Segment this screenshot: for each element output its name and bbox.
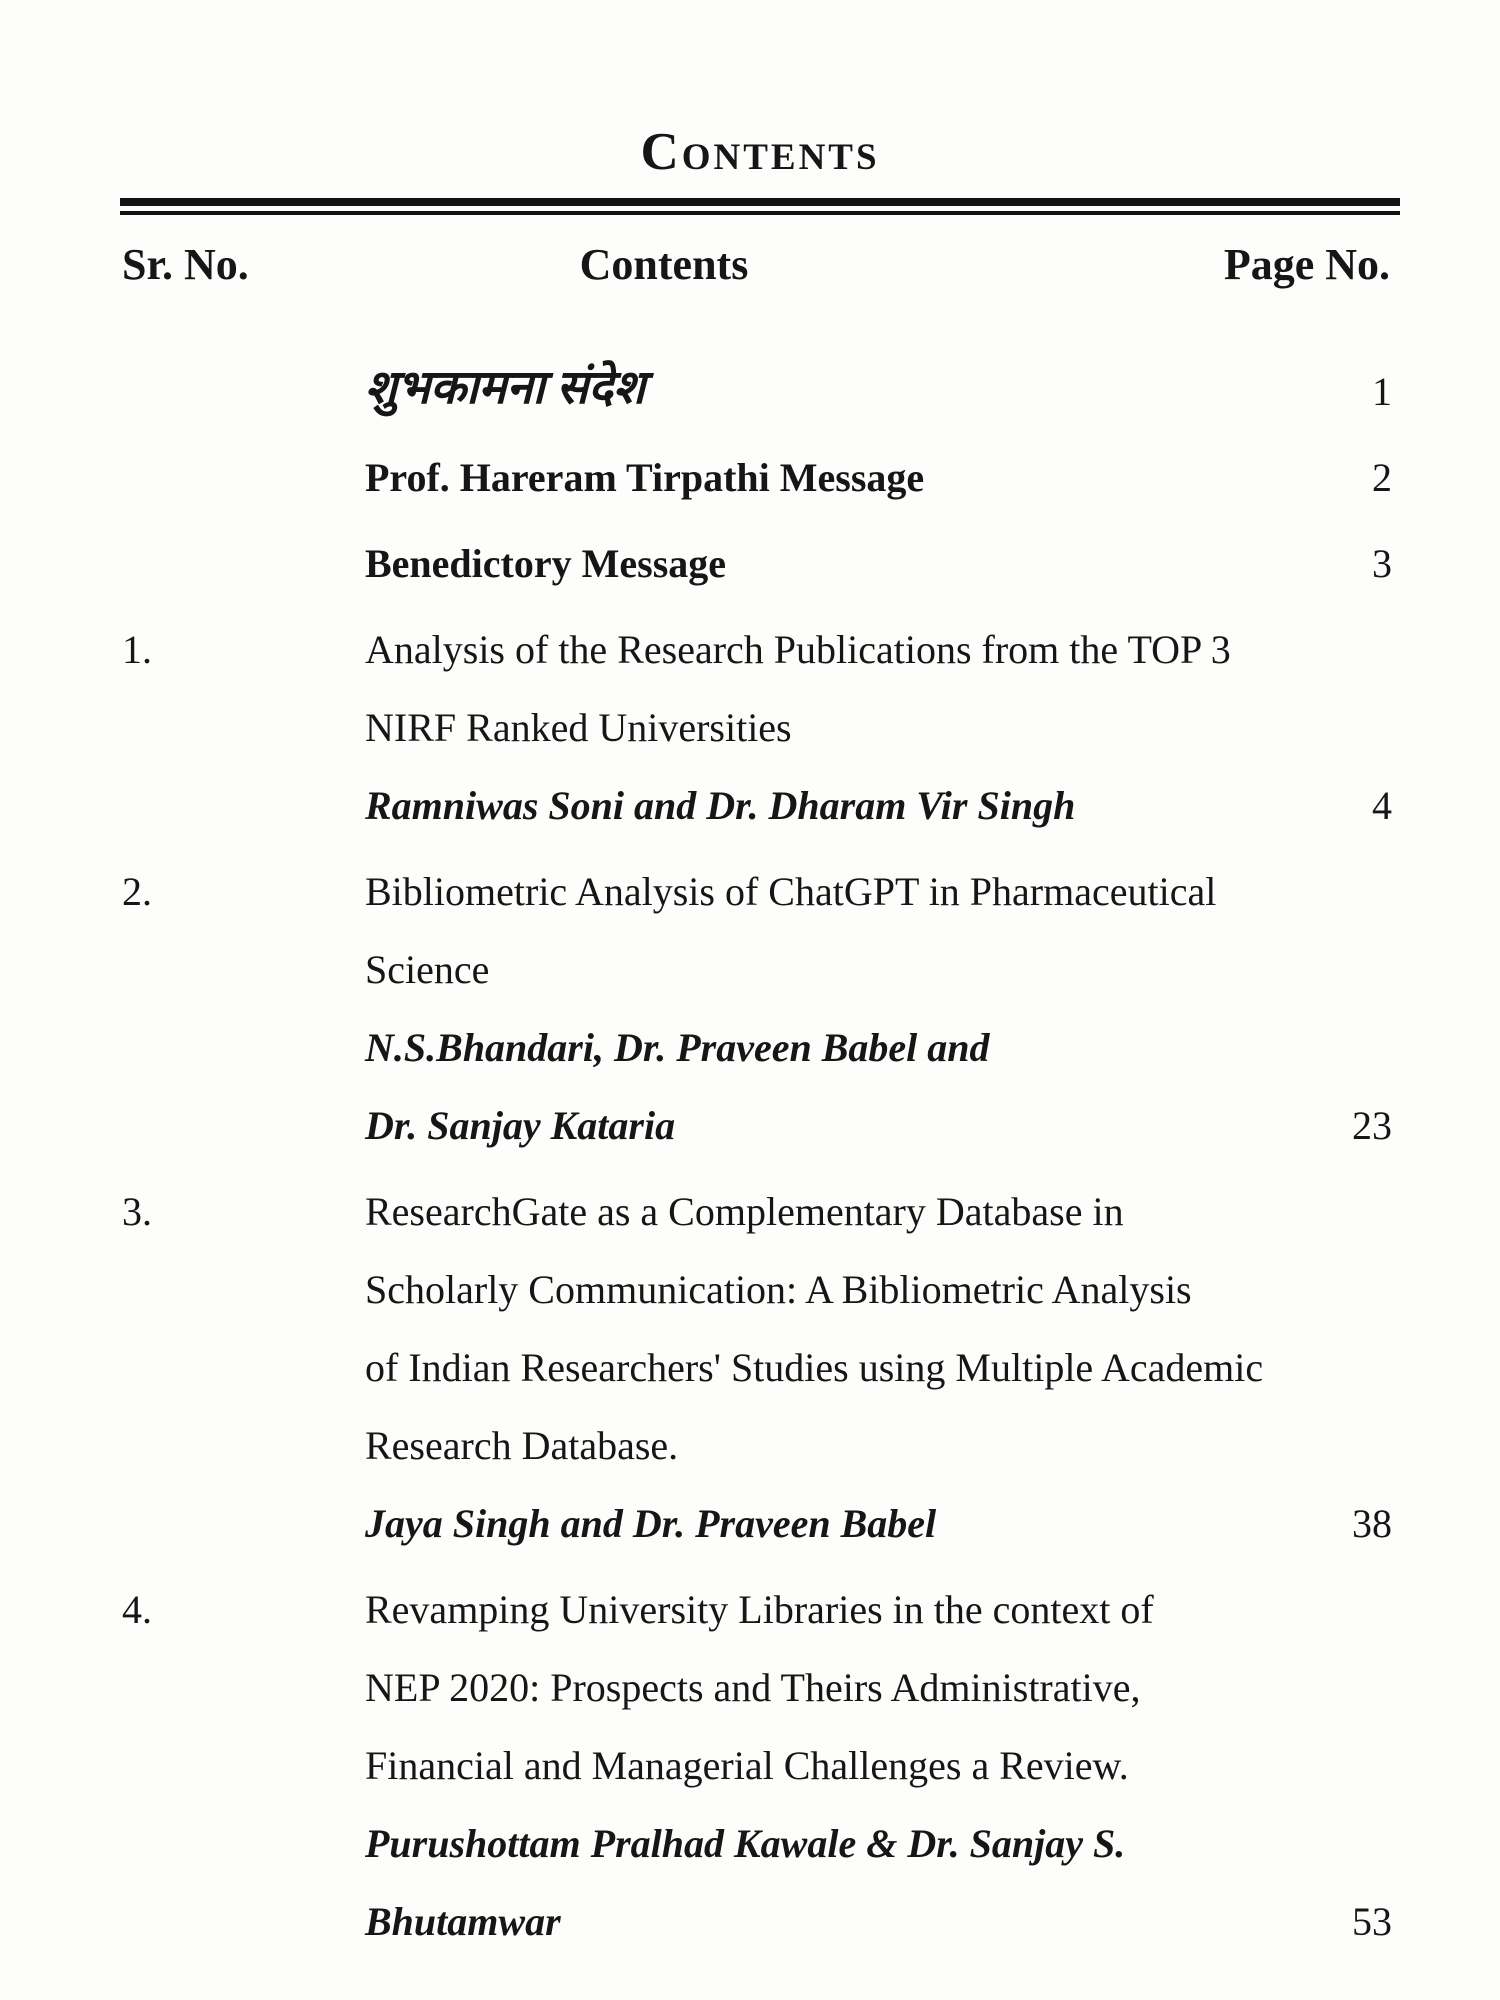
header-double-rule bbox=[120, 198, 1400, 215]
entry-page-number: 38 bbox=[1352, 1501, 1392, 1546]
entry-author-line: Purushottam Pralhad Kawale & Dr. Sanjay S. bbox=[365, 1821, 1126, 1866]
entry-lines bbox=[365, 611, 1252, 845]
entry-author-line: Dr. Sanjay Kataria bbox=[365, 1103, 676, 1148]
entry-page-number: 4 bbox=[1372, 783, 1392, 828]
entry-title-line: of Indian Researchers' Studies using Multiple Academic bbox=[365, 1345, 1264, 1390]
entry-author-line: Jaya Singh and Dr. Praveen Babel bbox=[365, 1501, 937, 1546]
table-header-row bbox=[0, 235, 1500, 295]
column-header-sr-no: Sr. No. bbox=[122, 240, 249, 289]
entry-sr-no: 4. bbox=[122, 1587, 152, 1632]
toc-entry bbox=[122, 1571, 1392, 1961]
toc-entry bbox=[122, 439, 1392, 517]
entry-page-number: 2 bbox=[1372, 455, 1392, 500]
entry-lines bbox=[365, 1571, 1252, 1961]
entry-sr-no: 2. bbox=[122, 869, 152, 914]
entry-title-line: Scholarly Communication: A Bibliometric Analysis bbox=[365, 1267, 1192, 1312]
entry-title-line: Bibliometric Analysis of ChatGPT in Pharmaceutical bbox=[365, 869, 1217, 914]
entry-title-line: ResearchGate as a Complementary Database in bbox=[365, 1189, 1124, 1234]
entry-lines bbox=[365, 853, 1252, 1165]
entry-title-line: Prof. Hareram Tirpathi Message bbox=[365, 455, 925, 500]
entry-title-line: NIRF Ranked Universities bbox=[365, 705, 792, 750]
entry-title-line: NEP 2020: Prospects and Theirs Administrative, bbox=[365, 1665, 1141, 1710]
entry-page-number: 3 bbox=[1372, 541, 1392, 586]
entry-author-line: Bhutamwar bbox=[365, 1899, 561, 1944]
column-header-contents: Contents bbox=[579, 240, 749, 289]
entry-author-line: N.S.Bhandari, Dr. Praveen Babel and bbox=[365, 1025, 990, 1070]
entry-title-line: शुभकामना संदेश bbox=[365, 362, 646, 414]
page-title: Contents bbox=[640, 123, 880, 181]
entry-title-line: Science bbox=[365, 947, 490, 992]
toc-entry bbox=[122, 525, 1392, 603]
entry-lines bbox=[365, 439, 1252, 517]
toc-rows bbox=[0, 345, 1500, 1961]
entry-page-number: 23 bbox=[1352, 1103, 1392, 1148]
entry-sr-no: 3. bbox=[122, 1189, 152, 1234]
entry-title-line: Financial and Managerial Challenges a Review. bbox=[365, 1743, 1129, 1788]
entry-title-line: Research Database. bbox=[365, 1423, 679, 1468]
toc-entry bbox=[122, 1173, 1392, 1563]
entry-title-line: Revamping University Libraries in the context of bbox=[365, 1587, 1154, 1632]
column-header-page-no: Page No. bbox=[1223, 240, 1390, 289]
entry-lines bbox=[365, 525, 1252, 603]
entry-title-line: Analysis of the Research Publications from the TOP 3 bbox=[365, 627, 1231, 672]
entry-title-line: Benedictory Message bbox=[365, 541, 727, 586]
entry-author-line: Ramniwas Soni and Dr. Dharam Vir Singh bbox=[365, 783, 1076, 828]
toc-entry bbox=[122, 853, 1392, 1165]
entry-page-number: 53 bbox=[1352, 1899, 1392, 1944]
entry-lines bbox=[365, 345, 1252, 431]
entry-page-number: 1 bbox=[1372, 369, 1392, 414]
entry-lines bbox=[365, 1173, 1264, 1563]
toc-entry bbox=[122, 611, 1392, 845]
toc-entry bbox=[122, 345, 1392, 431]
entry-sr-no: 1. bbox=[122, 627, 152, 672]
